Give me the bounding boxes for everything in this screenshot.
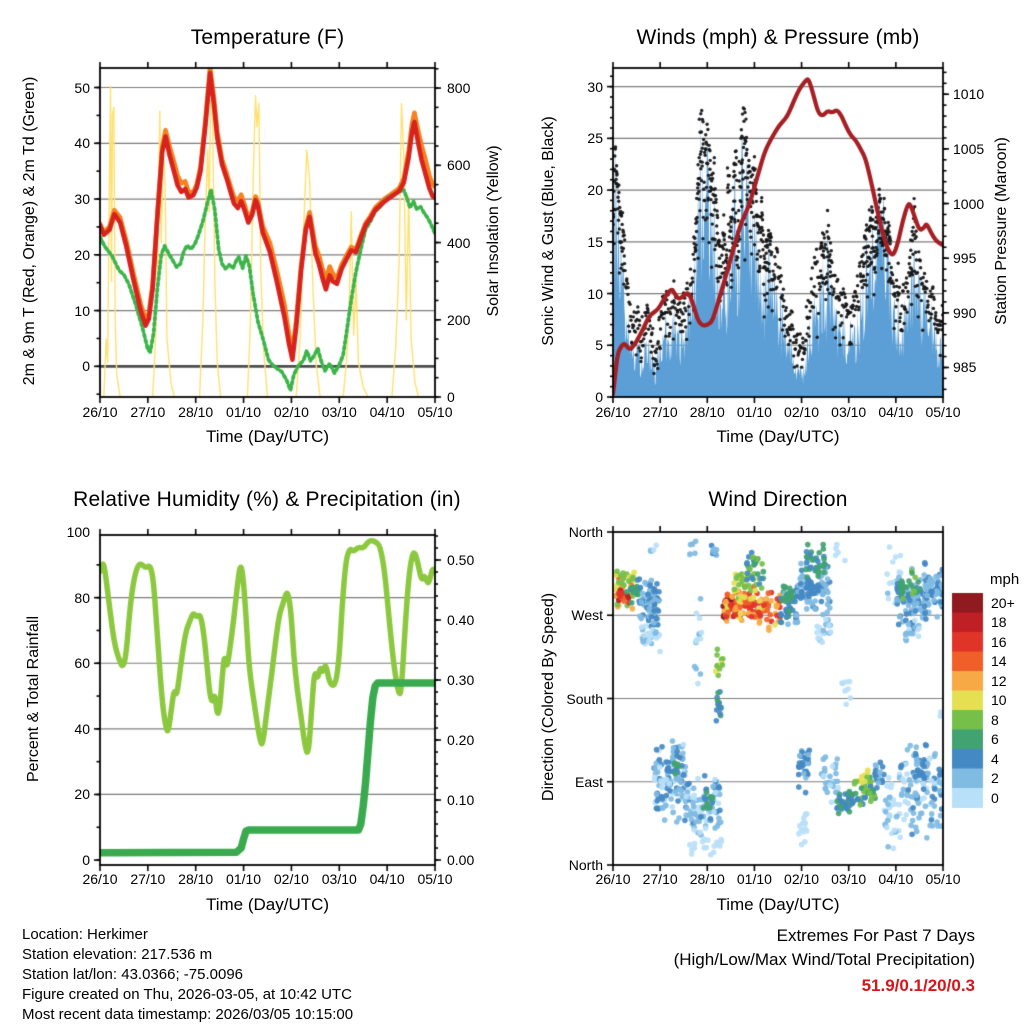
yaxis-label-humidity-left: Percent & Total Rainfall [25,616,42,783]
ytick-solar: 400 [447,234,471,251]
ytick-direction: West [571,607,603,624]
ytick-precip: 0.20 [447,732,475,749]
colorbar-label: 16 [991,633,1007,650]
ytick-solar: 200 [447,311,471,328]
ytick-wind: 5 [595,337,603,354]
yaxis-label-solar-right: Solar Insolation (Yellow) [485,145,502,317]
xtick-humidity: 03/10 [321,871,357,887]
xtick-wind: 28/10 [689,404,725,420]
ytick-temp: 20 [74,246,90,263]
xtick-direction: 04/10 [878,871,914,887]
colorbar-label: 10 [991,692,1007,709]
footer-timestamp: Most recent data timestamp: 2026/03/05 10:15:00 [22,1006,354,1023]
ytick-temp: 40 [74,135,90,152]
xtick-wind: 04/10 [878,404,914,420]
ytick-direction: South [566,690,603,707]
yaxis-label-temperature-left: 2m & 9m T (Red, Orange) & 2m Td (Green) [21,76,38,386]
chart-title-temperature: Temperature (F) [190,26,345,49]
xtick-temp: 28/10 [178,404,214,420]
ytick-pressure: 995 [953,250,977,267]
ytick-precip: 0.40 [447,612,475,629]
colorbar-label: 8 [991,711,999,728]
xtick-direction: 27/10 [642,871,678,887]
ytick-pressure: 985 [953,359,977,376]
xaxis-label-humidity: Time (Day/UTC) [205,895,330,914]
xtick-temp: 04/10 [369,404,405,420]
xtick-humidity: 04/10 [369,871,405,887]
xaxis-label-temperature: Time (Day/UTC) [205,427,330,446]
xtick-humidity: 01/10 [226,871,262,887]
ytick-wind: 20 [587,182,603,199]
ytick-solar: 0 [447,389,455,405]
colorbar-label: 6 [991,731,999,748]
xtick-humidity: 26/10 [82,871,118,887]
xtick-direction: 02/10 [784,871,820,887]
colorbar-title: mph [990,571,1020,588]
chart-title-wind-direction: Wind Direction [708,488,848,511]
xtick-temp: 05/10 [417,404,453,420]
xtick-direction: 03/10 [831,871,867,887]
colorbar-label: 0 [991,789,999,806]
ytick-pressure: 1010 [953,86,985,103]
ytick-solar: 600 [447,157,471,174]
xaxis-label-direction: Time (Day/UTC) [716,895,840,914]
xtick-direction: 01/10 [736,871,772,887]
colorbar-label: 4 [991,750,999,767]
ytick-solar: 800 [447,80,471,97]
ytick-humidity: 0 [82,852,90,869]
xtick-temp: 01/10 [226,404,262,420]
ytick-direction: East [574,773,603,790]
xtick-wind: 01/10 [736,404,772,420]
colorbar-label: 2 [991,770,999,787]
footer-elevation: Station elevation: 217.536 m [22,946,213,963]
ytick-humidity: 40 [74,720,90,737]
ytick-direction: North [568,524,603,540]
xtick-wind: 27/10 [642,404,678,420]
ytick-wind: 30 [587,78,603,95]
xtick-temp: 26/10 [82,404,118,420]
yaxis-label-direction-left: Direction (Colored By Speed) [540,592,557,802]
ytick-wind: 25 [587,130,603,147]
ytick-temp: 50 [74,79,90,96]
chart-title-humidity-precip: Relative Humidity (%) & Precipitation (in) [73,488,461,511]
ytick-pressure: 1000 [953,195,985,212]
colorbar-label: 14 [991,653,1007,670]
footer-location: Location: Herkimer [22,926,148,943]
xtick-temp: 03/10 [321,404,357,420]
extremes-heading: Extremes For Past 7 Days [776,926,975,945]
footer-created: Figure created on Thu, 2026-03-05, at 10:42 UTC [22,986,352,1003]
ytick-humidity: 60 [74,655,90,672]
ytick-direction: North [568,857,603,873]
xtick-wind: 03/10 [831,404,867,420]
ytick-wind: 15 [587,233,603,250]
ytick-pressure: 990 [953,304,977,321]
xtick-humidity: 02/10 [273,871,309,887]
xtick-wind: 26/10 [595,404,631,420]
extremes-values: 51.9/0.1/20/0.3 [861,976,975,995]
yaxis-label-pressure-right: Station Pressure (Maroon) [993,137,1010,325]
yaxis-label-wind-left: Sonic Wind & Gust (Blue, Black) [540,116,557,346]
xaxis-label-winds: Time (Day/UTC) [716,427,840,446]
ytick-temp: 10 [74,302,90,319]
ytick-humidity: 80 [74,589,90,606]
xtick-humidity: 27/10 [130,871,166,887]
ytick-precip: 0.00 [447,852,475,869]
ytick-wind: 10 [587,285,603,302]
ytick-precip: 0.30 [447,672,475,689]
ytick-precip: 0.50 [447,552,475,569]
ytick-humidity: 20 [74,786,90,803]
xtick-wind: 05/10 [925,404,961,420]
xtick-temp: 27/10 [130,404,166,420]
xtick-temp: 02/10 [273,404,309,420]
ytick-humidity: 100 [66,524,90,541]
xtick-direction: 05/10 [925,871,961,887]
footer-latlon: Station lat/lon: 43.0366; -75.0096 [22,966,244,983]
xtick-humidity: 28/10 [178,871,214,887]
xtick-direction: 26/10 [595,871,631,887]
colorbar-label: 12 [991,672,1007,689]
ytick-wind: 0 [595,389,603,405]
xtick-wind: 02/10 [784,404,820,420]
xtick-direction: 28/10 [689,871,725,887]
extremes-subheading: (High/Low/Max Wind/Total Precipitation) [673,950,975,969]
ytick-pressure: 1005 [953,140,985,157]
ytick-precip: 0.10 [447,792,475,809]
chart-title-winds-pressure: Winds (mph) & Pressure (mb) [636,26,920,49]
xtick-humidity: 05/10 [417,871,453,887]
ytick-temp: 0 [82,358,90,375]
colorbar-label: 18 [991,614,1007,631]
ytick-temp: 30 [74,191,90,208]
colorbar-label: 20+ [991,594,1015,611]
